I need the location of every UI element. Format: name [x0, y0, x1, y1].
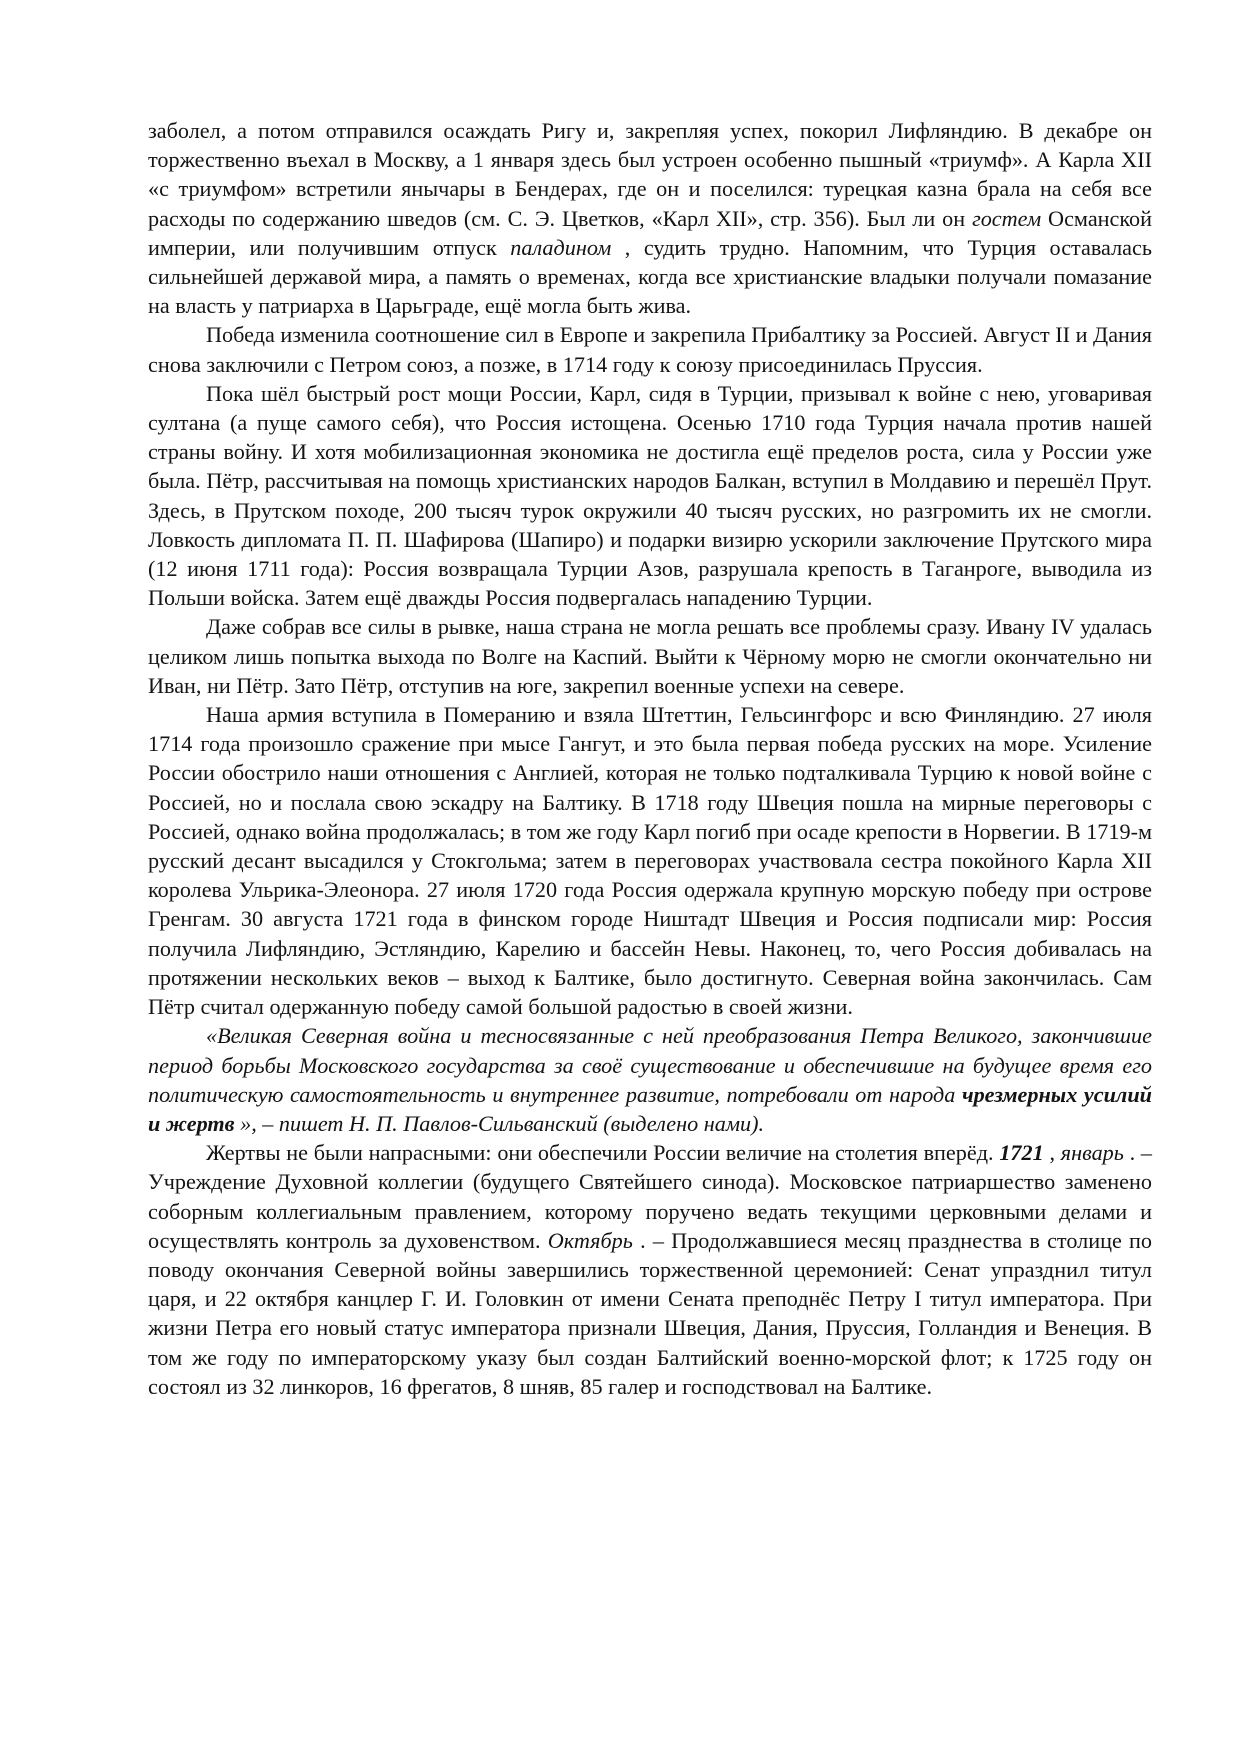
quote-emphasis: чрезмерных усилий и жертв [148, 1081, 1152, 1136]
paragraph-text: Даже собрав все силы в рывке, наша страна не могла решать все проблемы сразу. Ивану IV удалась целиком лишь попытка выхода по Волге на Каспий. Выйти к Чёрному морю не смогли окончательно ни Иван, ни Пётр. Зато Пётр, отступив на юге, закрепил военные успехи на севере. [148, 614, 1152, 698]
paragraph-text: Жертвы не были напрасными: они обеспечили России величие на столетия вперёд. [206, 1140, 1000, 1166]
paragraph-text: , судить трудно. Напомним, что Турция оставалась сильнейшей державой мира, а память о временах, когда все христианские владыки получали помазание на власть у патриарха в Царьграде, ещё могла быть жива. [148, 234, 1152, 319]
italic-term-paladin: паладином [510, 234, 612, 260]
month-october: Октябрь [547, 1227, 633, 1253]
paragraph-4 [148, 612, 1152, 700]
quote-text: «Великая Северная война и тесносвязанные с ней преобразования Петра Великого, закончившие период борьбы Московского государства за своё существование и обеспечившие на будущее время его политическую самостоятельность и внутреннее развитие, потребовали от народа [148, 1023, 1152, 1107]
paragraph-2 [148, 320, 1152, 378]
italic-term-guest: гостем [972, 205, 1042, 231]
paragraph-7 [148, 1138, 1152, 1401]
paragraph-text: заболел, а потом отправился осаждать Ригу и, закрепляя успех, покорил Лифляндию. В декабре он торжественно въехал в Москву, а 1 января здесь был устроен особенно пышный «триумф». А Карла XII «с триумфом» встретили янычары в Бендерах, где он и поселился: турецкая казна брала на себя все расходы по содержанию шведов (см. С. Э. Цветков, «Карл XII», стр. 356). Был ли он [148, 118, 1152, 231]
paragraph-text: Победа изменила соотношение сил в Европе и закрепила Прибалтику за Россией. Август II и Дания снова заключили с Петром союз, а позже, в 1714 году к союзу присоединилась Пруссия. [148, 322, 1152, 377]
paragraph-text: Наша армия вступила в Померанию и взяла Штеттин, Гельсингфорс и всю Финляндию. 27 июля 1714 года произошло сражение при мысе Гангут, и это была первая победа русских на море. Усиление России обострило наши отношения с Англией, которая не только подталкивала Турцию к новой войне с Россией, но и послала свою эскадру на Балтику. В 1718 году Швеция пошла на мирные переговоры с Россией, однако война продолжалась; в том же году Карл погиб при осаде крепости в Норвегии. В 1719-м русский десант высадился у Стокгольма; затем в переговорах участвовала сестра покойного Карла XII королева Ульрика-Элеонора. 27 июля 1720 года Россия одержала крупную морскую победу при острове Гренгам. 30 августа 1721 года в финском городе Ништадт Швеция и Россия подписали мир: Россия получила Лифляндию, Эстляндию, Карелию и бассейн Невы. Наконец, то, чего Россия добивалась на протяжении нескольких веков – выход к Балтике, было достигнуто. Северная война закончилась. Сам Пётр считал одержанную победу самой большой радостью в своей жизни. [148, 702, 1152, 1020]
paragraph-1 [148, 116, 1152, 320]
document-page [148, 116, 1152, 1401]
paragraph-text: , [1043, 1140, 1061, 1166]
paragraph-3 [148, 379, 1152, 613]
quote-attribution: », – пишет Н. П. Павлов-Сильванский (выделено нами). [234, 1110, 765, 1136]
paragraph-text: . – Учреждение Духовной коллегии (будущего Святейшего синода). Московское патриаршество заменено соборным коллегиальным правлением, которому поручено ведать текущими церковными делами и осуществлять контроль за духовенством. [148, 1140, 1153, 1253]
paragraph-text: Османской империи, или получившим отпуск [148, 205, 1153, 260]
paragraph-text: Пока шёл быстрый рост мощи России, Карл, сидя в Турции, призывал к войне с нею, уговаривая султана (а пуще самого себя), что Россия истощена. Осенью 1710 года Турция начала против нашей страны войну. И хотя мобилизационная экономика не достигла ещё пределов роста, сила у России уже была. Пётр, рассчитывая на помощь христианских народов Балкан, вступил в Молдавию и перешёл Прут. Здесь, в Прутском походе, 200 тысяч турок окружили 40 тысяч русских, но разгромить их не смогли. Ловкость дипломата П. П. Шафирова (Шапиро) и подарки визирю ускорили заключение Прутского мира (12 июня 1711 года): Россия возвращала Турции Азов, разрушала крепость в Таганроге, выводила из Польши войска. Затем ещё дважды Россия подвергалась нападению Турции. [148, 380, 1152, 611]
paragraph-text: . – Продолжавшиеся месяц празднества в столице по поводу окончания Северной войны завершились торжественной церемонией: Сенат упразднил титул царя, и 22 октября канцлер Г. И. Головкин от имени Сената преподнёс Петру I титул императора. При жизни Петра его новый статус императора признали Швеция, Дания, Пруссия, Голландия и Венеция. В том же году по императорскому указу был создан Балтийский военно-морской флот; к 1725 году он состоял из 32 линкоров, 16 фрегатов, 8 шняв, 85 галер и господствовал на Балтике. [148, 1227, 1152, 1399]
month-january: январь [1060, 1140, 1124, 1166]
paragraph-5 [148, 700, 1152, 1021]
year-1721: 1721 [999, 1140, 1044, 1166]
quote-paragraph [148, 1021, 1152, 1138]
